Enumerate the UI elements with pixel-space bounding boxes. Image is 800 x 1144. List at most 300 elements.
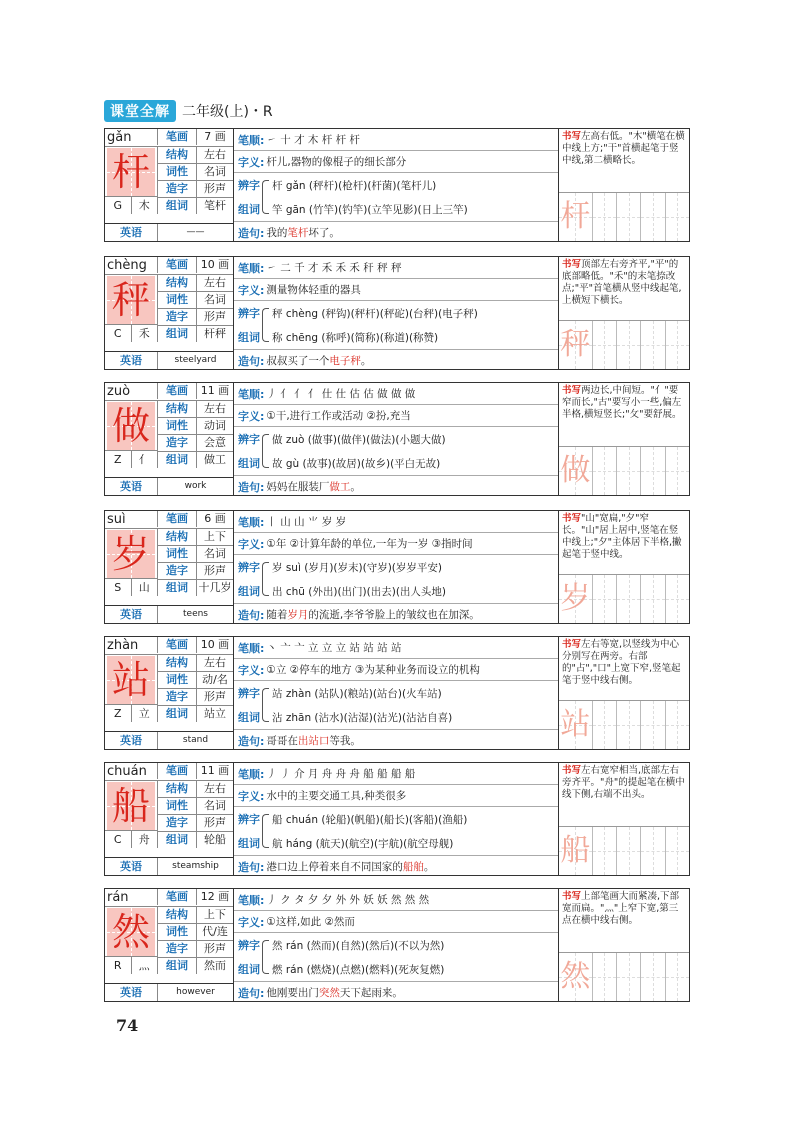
strokes-label: 笔画 (157, 889, 197, 905)
char-detail-panel (234, 889, 559, 1001)
pos-value: 名词 (204, 547, 226, 560)
strokes-value: 10 画 (200, 258, 230, 271)
sentence-label: 造句: (238, 734, 265, 748)
pos-label: 词性 (157, 292, 197, 308)
writing-panel (559, 889, 689, 1001)
structure-value: 左右 (204, 402, 226, 415)
practice-grid (559, 320, 689, 369)
practice-grid (559, 700, 689, 749)
writing-note (559, 763, 689, 829)
order-label: 笔顺: (238, 133, 265, 147)
meaning-label: 字义: (238, 155, 265, 169)
sentence-pre: 随着 (266, 609, 288, 621)
practice-cell[interactable] (666, 953, 689, 1001)
char-detail-panel (234, 637, 559, 749)
pos-label: 词性 (157, 418, 197, 434)
english-row (105, 223, 233, 241)
stroke-order: ㇀ 十 才 木 杆 杆 杆 (266, 134, 360, 146)
distinguish-label: 辨字 (238, 307, 260, 320)
english-label: 英语 (105, 606, 158, 623)
character-card (104, 128, 690, 242)
index-letter: Z (105, 451, 132, 468)
practice-cell[interactable] (617, 827, 641, 875)
big-character: 然 (111, 910, 150, 954)
structure-label: 结构 (157, 529, 197, 545)
structure-value: 左右 (204, 276, 226, 289)
stroke-order: 丿 ク タ 夕 夕 外 外 妖 妖 然 然 然 (266, 894, 430, 906)
distinguish-group (234, 681, 558, 730)
writing-note (559, 511, 689, 577)
strokes-label: 笔画 (157, 763, 197, 779)
index-letter: C (105, 325, 132, 342)
english-row (105, 477, 233, 495)
practice-cell[interactable] (666, 321, 689, 369)
practice-cell[interactable] (641, 701, 665, 749)
index-row (105, 450, 157, 468)
distinguish-group (234, 555, 558, 604)
big-character: 站 (111, 658, 150, 702)
writing-label: 书写 (562, 259, 582, 270)
practice-cell[interactable] (666, 575, 689, 623)
big-character: 岁 (111, 532, 150, 576)
sentence-label: 造句: (238, 986, 265, 1000)
formation-value: 形声 (204, 942, 226, 955)
sentence-post: 的流逝,李爷爷脸上的皱纹也在加深。 (308, 609, 480, 621)
practice-cell[interactable] (641, 447, 665, 495)
practice-cell[interactable] (617, 575, 641, 623)
index-row (105, 324, 157, 342)
trace-cell (559, 193, 593, 241)
practice-cell[interactable] (593, 193, 617, 241)
stroke-order: ㇀ 二 千 才 禾 禾 禾 秆 秤 秤 (266, 262, 402, 274)
trace-character: 然 (560, 959, 591, 994)
practice-cell[interactable] (593, 447, 617, 495)
distinguish-group (234, 173, 558, 222)
word-value: 然而 (204, 959, 226, 972)
char-pinyin: suì (107, 512, 126, 527)
index-letter: S (105, 579, 132, 596)
character-box (107, 276, 155, 324)
distinguish-line-1: 然 rán (然而)(自然)(然后)(不以为然) (272, 939, 445, 952)
english-value: steelyard (174, 355, 217, 365)
word-label: 组词 (157, 580, 197, 596)
group-label: 组词 (238, 331, 260, 344)
strokes-label: 笔画 (157, 129, 197, 145)
word-value: 轮船 (204, 833, 226, 846)
index-letter: C (105, 831, 132, 848)
character-box (107, 402, 155, 450)
distinguish-line-1: 杆 gǎn (秤杆)(枪杆)(杆菌)(笔杆儿) (272, 179, 437, 192)
group-label: 组词 (238, 837, 260, 850)
distinguish-group (234, 807, 558, 856)
distinguish-group (234, 427, 558, 476)
sentence-pre: 我的 (266, 227, 288, 239)
sentence-pre: 港口边上停着来自不同国家的 (266, 861, 403, 873)
radical: 木 (138, 199, 150, 212)
practice-cell[interactable] (666, 701, 689, 749)
index-row (105, 704, 157, 722)
structure-value: 左右 (204, 782, 226, 795)
char-info-panel (105, 889, 234, 1001)
english-label: 英语 (105, 732, 158, 749)
char-pinyin: chèng (107, 258, 147, 273)
sentence-highlight: 出站口 (297, 735, 330, 747)
sentence-highlight: 岁月 (287, 609, 309, 621)
distinguish-label: 辨字 (238, 433, 260, 446)
pos-label: 词性 (157, 672, 197, 688)
writing-note (559, 637, 689, 703)
word-label: 组词 (157, 198, 197, 214)
char-info-panel (105, 257, 234, 369)
strokes-label: 笔画 (157, 637, 197, 653)
formation-label: 造字 (157, 435, 197, 451)
sentence-highlight: 船舶 (402, 861, 424, 873)
pos-value: 动词 (204, 419, 226, 432)
structure-label: 结构 (157, 401, 197, 417)
meaning-label: 字义: (238, 409, 265, 423)
practice-cell[interactable] (641, 827, 665, 875)
meaning-text: 杆儿,器物的像棍子的细长部分 (266, 156, 407, 168)
sentence-text (266, 353, 371, 368)
meaning-text: 测量物体轻重的器具 (266, 284, 361, 296)
index-letter: G (105, 197, 132, 214)
word-value: 十几岁 (198, 581, 232, 594)
stroke-order: 丶 亠 亠 立 立 立 站 站 站 站 (266, 642, 402, 654)
practice-cell[interactable] (593, 575, 617, 623)
writing-note (559, 383, 689, 449)
trace-cell (559, 575, 593, 623)
word-value: 杆秤 (204, 327, 226, 340)
formation-value: 形声 (204, 310, 226, 323)
big-character: 杆 (111, 150, 150, 194)
sentence-post: 天下起雨来。 (339, 987, 403, 999)
character-card (104, 510, 690, 624)
character-box (107, 656, 155, 704)
sentence-label: 造句: (238, 354, 265, 368)
practice-cell[interactable] (666, 827, 689, 875)
practice-cell[interactable] (617, 953, 641, 1001)
strokes-value: 12 画 (200, 890, 230, 903)
sentence-text (266, 479, 361, 494)
sentence-label: 造句: (238, 480, 265, 494)
stroke-order: 丿 亻 亻 亻 仕 仕 估 估 做 做 做 (266, 388, 416, 400)
structure-label: 结构 (157, 275, 197, 291)
group-label: 组词 (238, 963, 260, 976)
pos-label: 词性 (157, 924, 197, 940)
formation-value: 形声 (204, 816, 226, 829)
sentence-pre: 叔叔买了一个 (266, 355, 330, 367)
meaning-text: ①立 ②停车的地方 ③为某种业务而设立的机构 (266, 664, 480, 676)
distinguish-label: 辨字 (238, 687, 260, 700)
distinguish-label: 辨字 (238, 561, 260, 574)
order-label: 笔顺: (238, 767, 265, 781)
practice-cell[interactable] (666, 447, 689, 495)
writing-label: 书写 (562, 765, 582, 776)
char-info-panel (105, 511, 234, 623)
writing-note-text: 左右等宽,以竖线为中心分别写在两旁。右部的"占","口"上宽下窄,竖笔起笔于竖中线右侧。 (562, 639, 681, 686)
sentence-post: 等我。 (329, 735, 361, 747)
distinguish-line-2: 燃 rán (燃烧)(点燃)(燃料)(死灰复燃) (272, 963, 445, 976)
writing-note (559, 129, 689, 195)
english-row (105, 983, 233, 1001)
character-box (107, 782, 155, 830)
sentence-label: 造句: (238, 608, 265, 622)
formation-label: 造字 (157, 941, 197, 957)
brace-mark (262, 434, 269, 468)
big-character: 做 (111, 404, 150, 448)
writing-note (559, 257, 689, 323)
formation-label: 造字 (157, 309, 197, 325)
page-header (104, 100, 273, 122)
char-pinyin: zuò (107, 384, 131, 399)
char-pinyin: rán (107, 890, 129, 905)
structure-value: 左右 (204, 656, 226, 669)
brace-mark (262, 814, 269, 848)
stroke-order: 丨 山 山 ⺌ 岁 岁 (266, 516, 347, 528)
big-character: 船 (111, 784, 150, 828)
practice-cell[interactable] (593, 701, 617, 749)
practice-cell[interactable] (593, 321, 617, 369)
writing-panel (559, 129, 689, 241)
english-label: 英语 (105, 352, 158, 369)
sentence-highlight: 笔杆 (287, 227, 309, 239)
word-label: 组词 (157, 958, 197, 974)
pos-value: 名词 (204, 293, 226, 306)
writing-panel (559, 257, 689, 369)
char-info-panel (105, 637, 234, 749)
character-card (104, 382, 690, 496)
formation-value: 形声 (204, 182, 226, 195)
trace-character: 秤 (560, 327, 591, 362)
index-row (105, 196, 157, 214)
structure-value: 左右 (204, 148, 226, 161)
english-row (105, 351, 233, 369)
word-label: 组词 (157, 832, 197, 848)
character-card (104, 762, 690, 876)
sentence-text (266, 733, 361, 748)
order-label: 笔顺: (238, 515, 265, 529)
writing-panel (559, 637, 689, 749)
sentence-post: 。 (350, 481, 361, 493)
pos-value: 名词 (204, 165, 226, 178)
trace-character: 船 (560, 833, 591, 868)
word-label: 组词 (157, 326, 197, 342)
char-pinyin: chuán (107, 764, 147, 779)
sentence-text (266, 985, 403, 1000)
sentence-text (266, 859, 434, 874)
writing-note-text: 左高右低。"木"横笔在横中线上方;"干"首横起笔于竖中线,第二横略长。 (562, 131, 685, 166)
meaning-label: 字义: (238, 915, 265, 929)
distinguish-line-1: 秤 chèng (秤钩)(秤杆)(秤砣)(台秤)(电子秤) (272, 307, 478, 320)
character-box (107, 148, 155, 196)
distinguish-line-2: 航 háng (航天)(航空)(宇航)(航空母舰) (272, 837, 454, 850)
sentence-pre: 妈妈在服装厂 (266, 481, 330, 493)
meaning-label: 字义: (238, 537, 265, 551)
english-label: 英语 (105, 224, 158, 241)
practice-cell[interactable] (641, 321, 665, 369)
formation-label: 造字 (157, 815, 197, 831)
distinguish-group (234, 933, 558, 982)
strokes-label: 笔画 (157, 511, 197, 527)
word-label: 组词 (157, 706, 197, 722)
index-row (105, 830, 157, 848)
structure-value: 上下 (204, 908, 226, 921)
sentence-pre: 他刚要出门 (266, 987, 319, 999)
writing-note-text: 上部笔画大而紧凑,下部宽而扁。"灬"上窄下宽,第三点在横中线右侧。 (562, 891, 680, 926)
writing-label: 书写 (562, 891, 582, 902)
strokes-value: 11 画 (200, 384, 230, 397)
english-label: 英语 (105, 858, 158, 875)
trace-character: 站 (560, 707, 591, 742)
practice-cell[interactable] (666, 193, 689, 241)
index-letter: Z (105, 705, 132, 722)
english-value: however (176, 987, 215, 997)
grade-title: 二年级(上)・R (182, 104, 273, 120)
formation-label: 造字 (157, 563, 197, 579)
trace-cell (559, 701, 593, 749)
writing-panel (559, 511, 689, 623)
sentence-highlight: 做工 (329, 481, 351, 493)
char-pinyin: gǎn (107, 130, 132, 145)
writing-label: 书写 (562, 385, 582, 396)
english-row (105, 731, 233, 749)
distinguish-group (234, 301, 558, 350)
meaning-label: 字义: (238, 789, 265, 803)
sentence-post: 。 (423, 861, 435, 873)
sentence-highlight: 电子秤 (329, 355, 361, 367)
distinguish-line-2: 竿 gān (竹竿)(钓竿)(立竿见影)(日上三竿) (272, 203, 468, 216)
strokes-value: 10 画 (200, 638, 230, 651)
order-label: 笔顺: (238, 261, 265, 275)
english-value: teens (183, 609, 208, 619)
trace-cell (559, 827, 593, 875)
trace-character: 做 (560, 453, 591, 488)
formation-label: 造字 (157, 689, 197, 705)
formation-value: 形声 (204, 690, 226, 703)
word-label: 组词 (157, 452, 197, 468)
writing-note-text: "山"宽扁,"夕"窄长。"山"居上居中,竖笔在竖中线上;"夕"主体居下半格,撇起笔于竖中线。 (562, 513, 682, 560)
english-value: work (184, 481, 207, 491)
distinguish-line-1: 岁 suì (岁月)(岁末)(守岁)(岁岁平安) (272, 561, 442, 574)
sentence-post: 坏了。 (308, 227, 340, 239)
english-row (105, 857, 233, 875)
group-label: 组词 (238, 585, 260, 598)
formation-label: 造字 (157, 181, 197, 197)
char-detail-panel (234, 763, 559, 875)
distinguish-line-1: 站 zhàn (站队)(粮站)(站台)(火车站) (272, 687, 442, 700)
char-info-panel (105, 129, 234, 241)
strokes-value: 6 画 (204, 512, 226, 525)
brace-mark (262, 688, 269, 722)
pos-value: 代/连 (202, 925, 228, 938)
pos-label: 词性 (157, 164, 197, 180)
word-value: 做工 (204, 453, 226, 466)
practice-cell[interactable] (641, 193, 665, 241)
character-box (107, 908, 155, 956)
sentence-label: 造句: (238, 226, 265, 240)
writing-note (559, 889, 689, 955)
practice-cell[interactable] (617, 321, 641, 369)
practice-grid (559, 574, 689, 623)
trace-character: 杆 (560, 199, 591, 234)
practice-cell[interactable] (641, 953, 665, 1001)
radical: 舟 (138, 833, 150, 846)
pos-label: 词性 (157, 798, 197, 814)
writing-label: 书写 (562, 131, 582, 142)
strokes-label: 笔画 (157, 257, 197, 273)
meaning-label: 字义: (238, 663, 265, 677)
order-label: 笔顺: (238, 387, 265, 401)
character-card (104, 636, 690, 750)
order-label: 笔顺: (238, 893, 265, 907)
writing-panel (559, 763, 689, 875)
english-label: 英语 (105, 984, 158, 1001)
word-value: 站立 (204, 707, 226, 720)
radical: 立 (138, 707, 150, 720)
sentence-label: 造句: (238, 860, 265, 874)
char-detail-panel (234, 129, 559, 241)
order-label: 笔顺: (238, 641, 265, 655)
meaning-text: ①干,进行工作或活动 ②扮,充当 (266, 410, 411, 422)
practice-cell[interactable] (617, 447, 641, 495)
brace-mark (262, 940, 269, 974)
sentence-text (266, 607, 479, 622)
pos-label: 词性 (157, 546, 197, 562)
english-value: —— (186, 227, 205, 237)
character-box (107, 530, 155, 578)
trace-cell (559, 321, 593, 369)
writing-note-text: 两边长,中间短。"亻"要窄而长,"古"要写小一些,偏左半格,横短竖长;"攵"要舒展。 (562, 385, 682, 420)
trace-cell (559, 447, 593, 495)
formation-value: 会意 (204, 436, 226, 449)
practice-grid (559, 446, 689, 495)
distinguish-line-2: 出 chū (外出)(出门)(出去)(出人头地) (272, 585, 447, 598)
index-row (105, 956, 157, 974)
brace-mark (262, 180, 269, 214)
trace-character: 岁 (560, 581, 591, 616)
structure-label: 结构 (157, 147, 197, 163)
practice-grid (559, 826, 689, 875)
stroke-order: 丿 丿 介 月 舟 舟 舟 船 船 船 船 (266, 768, 416, 780)
strokes-label: 笔画 (157, 383, 197, 399)
practice-cell[interactable] (617, 193, 641, 241)
sentence-highlight: 突然 (318, 987, 340, 999)
word-value: 笔杆 (204, 199, 226, 212)
practice-cell[interactable] (593, 827, 617, 875)
sentence-post: 。 (360, 355, 372, 367)
brace-mark (262, 308, 269, 342)
section-badge: 课堂全解 (104, 100, 176, 122)
character-card (104, 888, 690, 1002)
english-value: stand (182, 735, 209, 745)
practice-cell[interactable] (617, 701, 641, 749)
group-label: 组词 (238, 711, 260, 724)
practice-cell[interactable] (641, 575, 665, 623)
practice-grid (559, 952, 689, 1001)
trace-cell (559, 953, 593, 1001)
practice-cell[interactable] (593, 953, 617, 1001)
writing-note-text: 左右宽窄相当,底部左右旁齐平。"舟"的提起笔在横中线下侧,右端不出头。 (562, 765, 685, 800)
sentence-text (266, 225, 340, 240)
meaning-text: ①这样,如此 ②然而 (266, 916, 355, 928)
pos-value: 动/名 (202, 673, 228, 686)
char-detail-panel (234, 383, 559, 495)
distinguish-line-2: 沾 zhān (沾水)(沾湿)(沾光)(沾沾自喜) (272, 711, 453, 724)
english-row (105, 605, 233, 623)
structure-label: 结构 (157, 907, 197, 923)
distinguish-line-2: 称 chēng (称呼)(简称)(称道)(称赞) (272, 331, 439, 344)
sentence-pre: 哥哥在 (266, 735, 298, 747)
